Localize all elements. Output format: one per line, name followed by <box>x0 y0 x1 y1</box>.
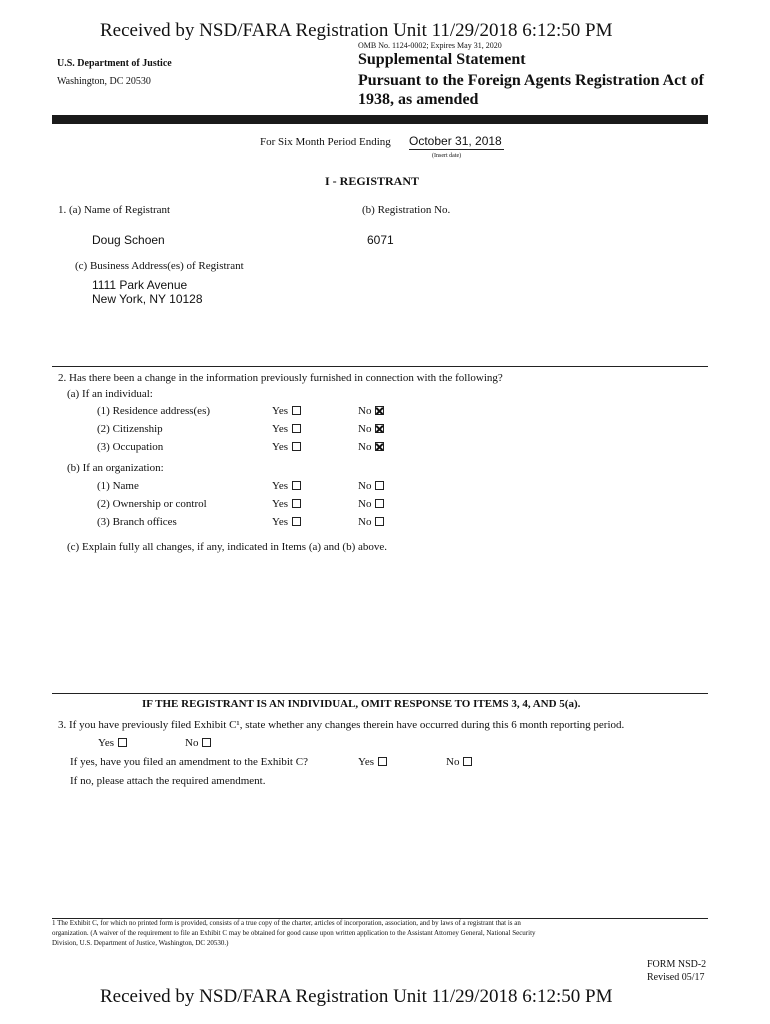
address-line2: New York, NY 10128 <box>92 292 203 306</box>
period-hint: (Insert date) <box>432 153 462 159</box>
q2a-item-1-yes[interactable]: Yes <box>272 405 301 417</box>
q2a-item-1-label: (1) Residence address(es) <box>97 405 211 417</box>
checkbox-no[interactable] <box>375 517 384 526</box>
q2-text: 2. Has there been a change in the information previously furnished in connection with the following? <box>58 372 503 384</box>
checkbox-yes[interactable] <box>378 757 387 766</box>
q2b-item-2-yes[interactable]: Yes <box>272 498 301 510</box>
q2c-text: (c) Explain fully all changes, if any, indicated in Items (a) and (b) above. <box>67 541 387 553</box>
q3-amend-yes[interactable]: Yes <box>358 756 387 768</box>
checkbox-yes[interactable] <box>292 517 301 526</box>
q2a-label: (a) If an individual: <box>67 388 153 400</box>
checkbox-yes[interactable] <box>118 738 127 747</box>
q2b-item-1-no[interactable]: No <box>358 480 384 492</box>
q2a-item-3-yes[interactable]: Yes <box>272 441 301 453</box>
q2b-item-2-no[interactable]: No <box>358 498 384 510</box>
q3-no[interactable]: No <box>185 737 211 749</box>
header-rule <box>52 115 708 124</box>
registration-number: 6071 <box>367 233 394 247</box>
checkbox-yes[interactable] <box>292 499 301 508</box>
q2a-item-3-label: (3) Occupation <box>97 441 164 453</box>
department-city: Washington, DC 20530 <box>57 76 151 87</box>
form-title: Supplemental Statement <box>358 51 526 68</box>
checkbox-no-checked[interactable] <box>375 424 384 433</box>
q3-amend-no[interactable]: No <box>446 756 472 768</box>
divider-1 <box>52 366 708 367</box>
checkbox-no-checked[interactable] <box>375 406 384 415</box>
received-stamp-bottom: Received by NSD/FARA Registration Unit 11/29/2018 6:12:50 PM <box>100 986 613 1007</box>
divider-2 <box>52 693 708 694</box>
form-subtitle-line1: Pursuant to the Foreign Agents Registration Act of <box>358 72 704 89</box>
q2b-label: (b) If an organization: <box>67 462 164 474</box>
q1a-label: 1. (a) Name of Registrant <box>58 204 171 216</box>
section-registrant-heading: I - REGISTRANT <box>325 174 420 188</box>
period-value: October 31, 2018 <box>409 134 502 148</box>
q1b-label: (b) Registration No. <box>362 204 451 216</box>
checkbox-no[interactable] <box>375 499 384 508</box>
q2a-item-1-no[interactable]: No <box>358 405 384 417</box>
q2b-item-3-yes[interactable]: Yes <box>272 516 301 528</box>
q2b-item-1-label: (1) Name <box>97 480 139 492</box>
omb-number: OMB No. 1124-0002; Expires May 31, 2020 <box>358 41 502 50</box>
period-label: For Six Month Period Ending <box>260 136 391 148</box>
checkbox-no[interactable] <box>463 757 472 766</box>
q3-attach-text: If no, please attach the required amendment. <box>70 775 266 787</box>
checkbox-no[interactable] <box>202 738 211 747</box>
footnote-line1: 1 The Exhibit C, for which no printed form is provided, consists of a true copy of the charter, articles of incorporation, association, and by laws of a registrant that is an <box>52 919 521 927</box>
footnote-line3: Division, U.S. Department of Justice, Washington, DC 20530.) <box>52 939 229 947</box>
checkbox-yes[interactable] <box>292 442 301 451</box>
received-stamp-top: Received by NSD/FARA Registration Unit 11/29/2018 6:12:50 PM <box>100 20 613 41</box>
q1c-label: (c) Business Address(es) of Registrant <box>75 260 244 272</box>
q2b-item-2-label: (2) Ownership or control <box>97 498 207 510</box>
registrant-name: Doug Schoen <box>92 233 165 247</box>
q3-amend-text: If yes, have you filed an amendment to the Exhibit C? <box>70 756 308 768</box>
q2a-item-2-yes[interactable]: Yes <box>272 423 301 435</box>
checkbox-yes[interactable] <box>292 424 301 433</box>
checkbox-no[interactable] <box>375 481 384 490</box>
omit-note: IF THE REGISTRANT IS AN INDIVIDUAL, OMIT RESPONSE TO ITEMS 3, 4, AND 5(a). <box>142 698 581 710</box>
form-revision: Revised 05/17 <box>647 972 705 983</box>
q2b-item-1-yes[interactable]: Yes <box>272 480 301 492</box>
checkbox-yes[interactable] <box>292 481 301 490</box>
q2a-item-2-no[interactable]: No <box>358 423 384 435</box>
checkbox-yes[interactable] <box>292 406 301 415</box>
form-subtitle-line2: 1938, as amended <box>358 91 479 108</box>
q2b-item-3-label: (3) Branch offices <box>97 516 177 528</box>
q2a-item-3-no[interactable]: No <box>358 441 384 453</box>
q2b-item-3-no[interactable]: No <box>358 516 384 528</box>
q2a-item-2-label: (2) Citizenship <box>97 423 163 435</box>
q3-text: 3. If you have previously filed Exhibit C¹, state whether any changes therein have occurred during this 6 month reporting period. <box>58 719 625 731</box>
footnote-line2: organization. (A waiver of the requirement to file an Exhibit C may be obtained for good cause upon written application to the Assistant Attorney General, National Security <box>52 929 536 937</box>
q3-yes[interactable]: Yes <box>98 737 127 749</box>
checkbox-no-checked[interactable] <box>375 442 384 451</box>
form-number: FORM NSD-2 <box>647 959 707 970</box>
address-line1: 1111 Park Avenue <box>92 278 188 292</box>
department-name: U.S. Department of Justice <box>57 58 172 69</box>
